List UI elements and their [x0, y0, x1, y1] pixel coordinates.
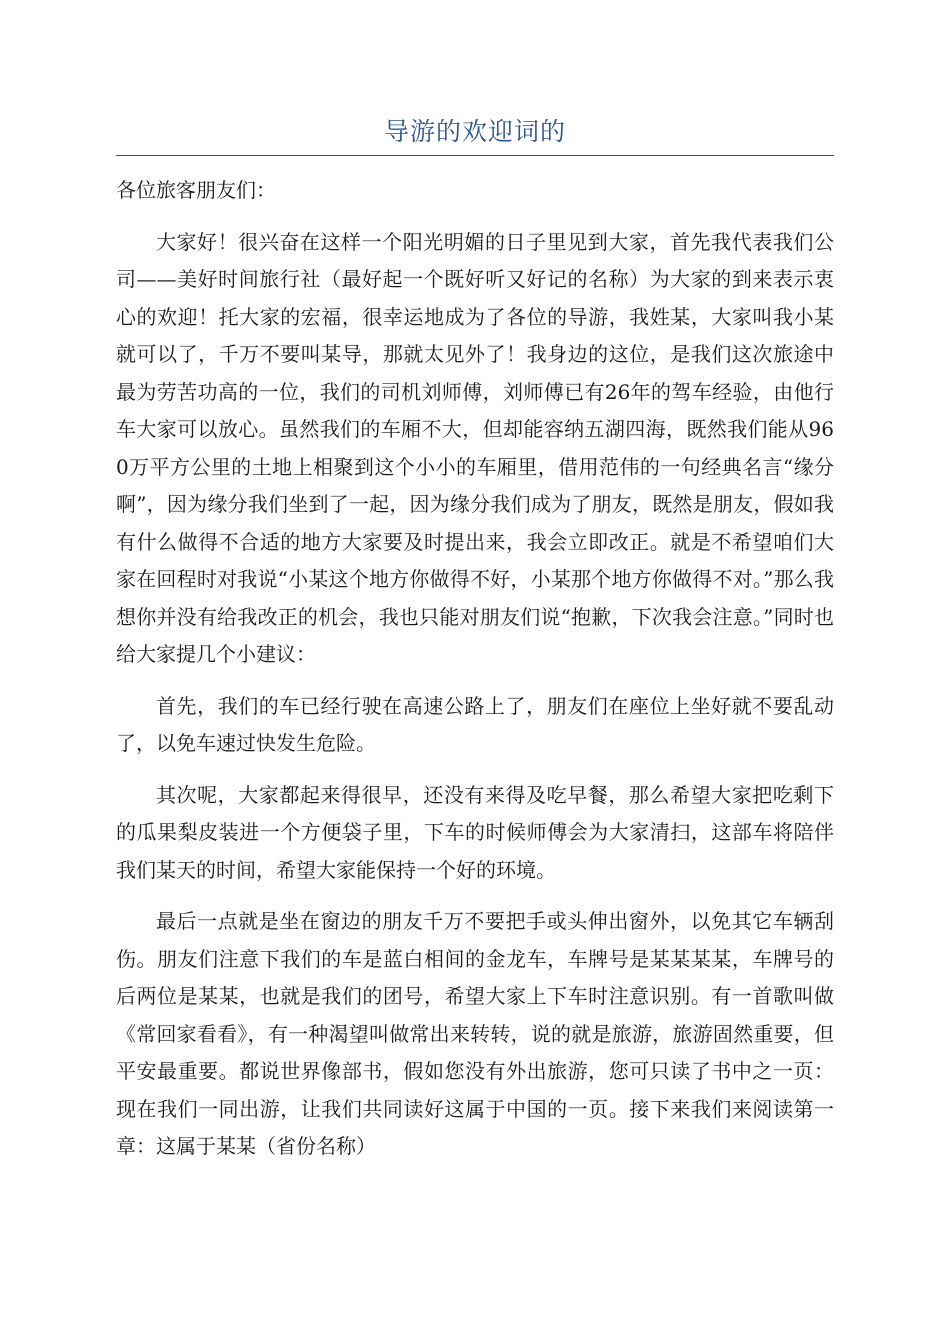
paragraph-welcome: 大家好！很兴奋在这样一个阳光明媚的日子里见到大家，首先我代表我们公司——美好时间旅行社（最好起一个既好听又好记的名称）为大家的到来表示衷心的欢迎！托大家的宏福，很幸运地成为了各位的导游，我姓某，大家叫我小某就可以了，千万不要叫某导，那就太见外了！我身边的这位，是我们这次旅途中最为劳苦功高的一位，我们的司机刘师傅，刘师傅已有26年的驾车经验，由他行车大家可以放心。虽然我们的车厢不大，但却能容纳五湖四海，既然我们能从960万平方公里的土地上相聚到这个小小的车厢里，借用范伟的一句经典名言“缘分啊”，因为缘分我们坐到了一起，因为缘分我们成为了朋友，既然是朋友，假如我有什么做得不合适的地方大家要及时提出来，我会立即改正。就是不希望咱们大家在回程时对我说“小某这个地方你做得不好，小某那个地方你做得不对。”那么我想你并没有给我改正的机会，我也只能对朋友们说“抱歉，下次我会注意。”同时也给大家提几个小建议： [116, 229, 834, 666]
paragraph-last-tip: 最后一点就是坐在窗边的朋友千万不要把手或头伸出窗外，以免其它车辆刮伤。朋友们注意下我们的车是蓝白相间的金龙车，车牌号是某某某某，车牌号的后两位是某某，也就是我们的团号，希望大家上下车时注意识别。有一首歌叫做《常回家看看》，有一种渴望叫做常出来转转，说的就是旅游，旅游固然重要，但平安最重要。都说世界像部书，假如您没有外出旅游，您可只读了书中之一页：现在我们一同出游，让我们共同读好这属于中国的一页。接下来我们来阅读第一章：这属于某某（省份名称） [116, 909, 834, 1158]
document-body [116, 172, 834, 1180]
document-title: 导游的欢迎词的 [383, 117, 566, 146]
paragraph-first-tip: 首先，我们的车已经行驶在高速公路上了，朋友们在座位上坐好就不要乱动了，以免车速过快发生危险。 [116, 693, 834, 755]
paragraph-second-tip: 其次呢，大家都起来得很早，还没有来得及吃早餐，那么希望大家把吃剩下的瓜果梨皮装进一个方便袋子里，下车的时候师傅会为大家清扫，这部车将陪伴我们某天的时间，希望大家能保持一个好的环境。 [116, 782, 834, 882]
title-underline [116, 155, 834, 156]
salutation: 各位旅客朋友们： [116, 178, 276, 202]
